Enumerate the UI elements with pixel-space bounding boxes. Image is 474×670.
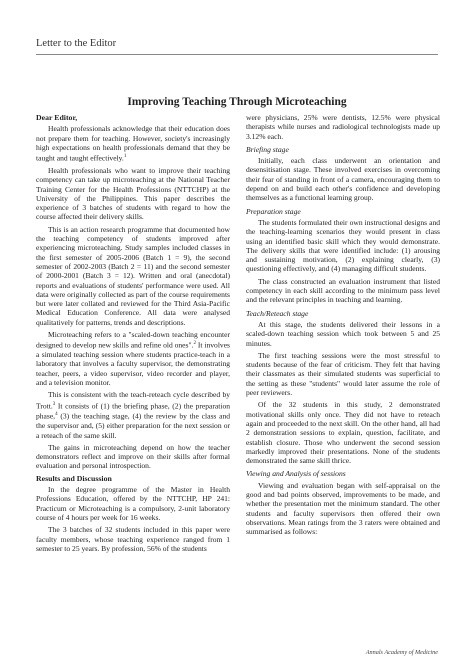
header-rule xyxy=(36,54,438,55)
paragraph-text: This is consistent with the teach-reteach cycle described by Trott. xyxy=(36,390,230,411)
paragraph: This is an action research programme that documented how the teaching competency of students improved after experiencing microteaching. Study samples included classes in the first semester of 2005-2006 (Batch 1 = 9), the second semester of 2002-2003 (Batch 2 = 11) and the second semester of 2000-2001 (Batch 3 = 12). Written and oral (anecdotal) reports and evaluations of students' performance were used. All data were originally collected as part of the course requirements but were later collated and reviewed for the Third Asia-Pacific Medical Education Conference. All data were analysed qualitatively for patterns, trends and descriptions. xyxy=(36,224,230,327)
paragraph: Of the 32 students in this study, 2 demonstrated motivational skills only once. They did not have to reteach again and proceeded to the next skill. On the other hand, all had 2 demonstration sessions to explain, question, facilitate, and establish closure. Those who underwent the second session markedly improved their presentations. None of the students demonstrated the same skill thrice. xyxy=(246,400,440,466)
salutation: Dear Editor, xyxy=(36,113,78,122)
reference-marker: 4 xyxy=(55,412,58,418)
reference-marker: 1 xyxy=(123,154,127,160)
paragraph: Viewing and evaluation began with self-appraisal on the good and bad points observed, improvements to be made, and whether the presentation met the minimum standard. The other students and faculty supervisors then offered their own observations. Mean ratings from the 3 raters were obtained and summarised as follows: xyxy=(246,480,440,537)
subsection-heading: Preparation stage xyxy=(246,206,301,216)
paragraph: were physicians, 25% were dentists, 12.5% were physical therapists while nurses and radiological technologists made up 3.12% each. xyxy=(246,113,440,141)
paragraph: Health professionals who want to improve their teaching competency can take up microteaching at the National Teacher Training Center for the Health Professions (NTTCHP) at the University of the Philippines. This paper describes the experience of 3 batches of students with regard to how the course affected their delivery skills. xyxy=(36,166,230,222)
paragraph: The first teaching sessions were the most stressful to students because of the fear of criticism. They felt that having their classmates as their simulated students was superficial to the setting as these "students" would later assume the role of peer reviewers. xyxy=(246,350,440,398)
paragraph-text: Microteaching refers to a "scaled-down teaching encounter designed to develop new skills and refine old ones". xyxy=(36,330,230,350)
paragraph xyxy=(36,124,230,163)
journal-footer: Annals Academy of Medicine xyxy=(365,649,438,656)
section-heading: Results and Discussion xyxy=(36,473,112,483)
paragraph: In the degree programme of the Master in Health Professions Education, offered by the NTTCHP, HP 241: Practicum or Microteaching is a compulsory, 2-unit laboratory course of 4 hours per week for 16 weeks. xyxy=(36,485,230,522)
left-column xyxy=(36,113,230,556)
section-label: Letter to the Editor xyxy=(36,38,117,49)
paragraph: At this stage, the students delivered their lessons in a scaled-down teaching session which took between 5 and 25 minutes. xyxy=(246,319,440,348)
reference-marker: 3 xyxy=(52,401,56,407)
paragraph-text: It consists of (1) the briefing phase, (2) the preparation phase, xyxy=(36,401,230,421)
right-column xyxy=(246,113,440,539)
paragraph xyxy=(36,390,230,440)
reference-marker: 2 xyxy=(193,341,196,347)
paragraph-text: Health professionals acknowledge that their education does not prepare them for teaching. However, society's increasingly high expectations on health professionals demand that they be taught and taught effectively. xyxy=(36,124,230,163)
paragraph: The students formulated their own instructional designs and the teaching-learning scenarios they would present in class using an identified basic skill which they would demonstrate. The delivery skills that were identified include: (1) arousing and sustaining motivation, (2) explaining clearly, (3) questioning effectively, and (4) managing difficult students. xyxy=(246,217,440,274)
subsection-heading: Briefing stage xyxy=(246,144,289,154)
subsection-heading: Viewing and Analysis of sessions xyxy=(246,469,346,479)
paragraph: The gains in microteaching depend on how the teacher demonstrators reflect and improve on their skills after formal evaluation and personal introspection. xyxy=(36,442,230,471)
paragraph-text: It involves a simulated teaching session where students practice-teach in a laboratory that involves a faculty supervisor, the demonstrating teacher, peers, a video supervisor, video recorder and player, and a television monitor. xyxy=(36,340,230,388)
article-title: Improving Teaching Through Microteaching xyxy=(127,96,347,108)
paragraph xyxy=(36,330,230,387)
paragraph: Initially, each class underwent an orientation and desensitisation stage. These involved exercises in overcoming their fear of standing in front of a camera, encouraging them to depend on and build each other's confidence and developing themselves as a functional learning group. xyxy=(246,156,440,203)
subsection-heading: Teach/Reteach stage xyxy=(246,308,309,318)
paragraph: The class constructed an evaluation instrument that listed competency in each skill according to the minimum pass level and the relevant principles in teaching and learning. xyxy=(246,276,440,305)
paragraph-text: (3) the teaching stage, (4) the review by the class and the supervisor and, (5) either preparation for the next session or a reteach of the same skill. xyxy=(36,411,230,440)
paragraph: The 3 batches of 32 students included in this paper were faculty members, whose teaching experience ranged from 1 semester to 25 years. By profession, 56% of the students xyxy=(36,525,230,553)
